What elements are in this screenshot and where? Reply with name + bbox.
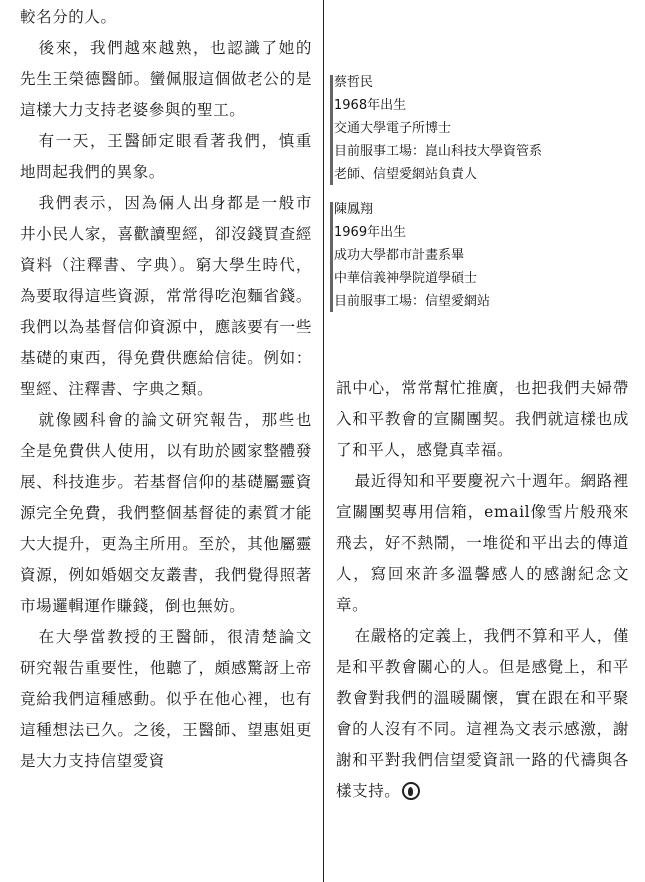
paragraph: 後來，我們越來越熟，也認識了她的先生王榮德醫師。蠻佩服這個做老公的是這樣大力支持老婆參與的聖工。: [20, 39, 312, 119]
bio-accent-bar: [330, 202, 333, 312]
paragraph-text: 在嚴格的定義上，我們不算和平人，僅是和平教會關心的人。但是感覺上，和平教會對我們的溫暖關懷，實在跟在和平聚會的人沒有不同。這裡為文表示感激，謝謝和平對我們信望愛資訊一路的代禱與各樣支持。: [336, 627, 629, 800]
paragraph: 有一天，王醫師定眼看著我們，慎重地問起我們的異象。: [20, 132, 312, 181]
bio-accent-bar: [330, 75, 333, 185]
bio-born: 1968年出生: [334, 98, 407, 113]
left-column: [20, 2, 312, 777]
paragraph: 在大學當教授的王醫師，很清楚論文研究報告重要性，他聽了，頗感驚訝上帝竟給我們這種感動。似乎在他心裡，也有這種想法已久。之後，王醫師、望惠姐更是大力支持信望愛資: [20, 628, 312, 770]
end-mark-icon: [402, 782, 420, 800]
right-column: [336, 373, 629, 807]
bio-name: 蔡哲民: [334, 75, 374, 90]
bio-degree: 中華信義神學院道學碩士: [334, 271, 478, 286]
bio-degree: 成功大學都市計畫系畢: [334, 248, 465, 263]
paragraph: 較名分的人。: [20, 8, 117, 26]
author-bio-1: [330, 71, 630, 186]
bio-work: 目前服事工場：崑山科技大學資管系: [334, 144, 543, 159]
bio-work: 目前服事工場：信望愛網站: [334, 294, 491, 309]
paragraph: 最近得知和平要慶祝六十週年。網路裡宣關團契專用信箱，email像雪片般飛來飛去，好不熱鬧，一堆從和平出去的傳道人，寫回來許多溫馨感人的感謝紀念文章。: [336, 472, 629, 614]
column-divider: [323, 0, 324, 882]
paragraph: 就像國科會的論文研究報告，那些也全是免費供人使用，以有助於國家整體發展、科技進步。若基督信仰的基礎屬靈資源完全免費，我們整個基督徒的素質才能大大提升，更為主所用。至於，其他屬靈資源，例如婚姻交友叢書，我們覺得照著市場邏輯運作賺錢，倒也無妨。: [20, 411, 312, 615]
bio-degree: 交通大學電子所博士: [334, 121, 452, 136]
bio-name: 陳鳳翔: [334, 202, 374, 217]
paragraph: 訊中心，常常幫忙推廣，也把我們夫婦帶入和平教會的宣關團契。我們就這樣也成了和平人，感覺真幸福。: [336, 379, 629, 459]
bio-born: 1969年出生: [334, 225, 407, 240]
author-bio-2: [330, 198, 630, 313]
bio-work: 老師、信望愛網站負責人: [334, 167, 478, 182]
paragraph: 我們表示，因為倆人出身都是一般市井小民人家，喜歡讀聖經，卻沒錢買查經資料（注釋書、字典）。窮大學生時代，為要取得這些資源，常常得吃泡麵省錢。我們以為基督信仰資源中，應該要有一些基礎的東西，得免費供應給信徒。例如：聖經、注釋書、字典之類。: [20, 194, 312, 398]
paragraph: [336, 621, 629, 807]
